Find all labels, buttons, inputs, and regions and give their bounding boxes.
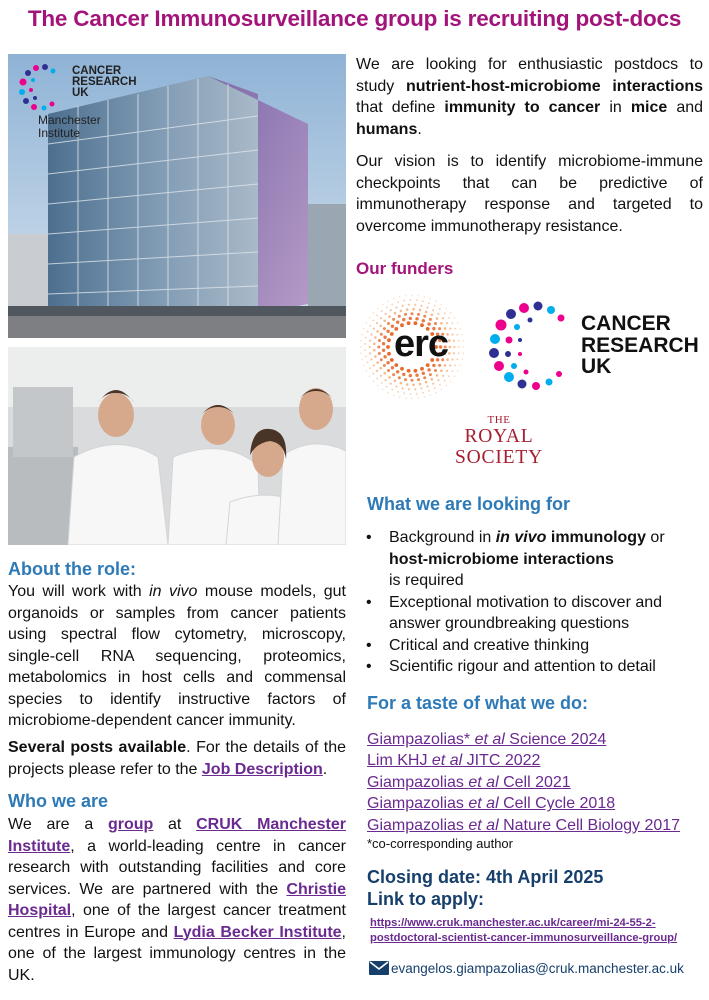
cruk-logo-text: UK — [581, 355, 612, 378]
taste-heading: For a taste of what we do: — [367, 693, 589, 713]
cruk-funder-logo — [484, 300, 704, 392]
intro-paragraph: We are looking for enthusiastic postdocs to study nutrient-host-microbiome interactions that define immunity to cancer in mice and humans. — [356, 56, 704, 138]
apply-link[interactable]: https://www.cruk.manchester.ac.uk/career/mi-24-55-2-postdoctoral-scientist-cancer-immunosurveillance-group/ — [370, 917, 678, 944]
cruk-logo-text: RESEARCH — [581, 333, 699, 357]
cruk-manchester-link[interactable]: CRUK Manchester Institute — [8, 816, 346, 855]
cruk-manchester-logo — [14, 60, 144, 140]
logo-text-line: CANCER — [72, 65, 122, 77]
funders-heading: Our funders — [356, 259, 454, 278]
publication-link[interactable]: Giampazolias et al Nature Cell Biology 2017 — [367, 816, 681, 834]
logo-text-line: UK — [72, 87, 89, 99]
royal-society-text: THE — [487, 414, 511, 426]
logo-text-line: Institute — [38, 126, 81, 140]
closing-block — [367, 866, 603, 910]
vision-paragraph: Our vision is to identify microbiome-immune checkpoints that can be predictive of immunotherapy response and targeted to overcome immunotherapy resistance. — [356, 153, 703, 235]
logo-text-line: RESEARCH — [72, 76, 137, 88]
publication-link[interactable]: Giampazolias et al Cell 2021 — [367, 773, 571, 791]
list-item: • Background in in vivo immunology or host-microbiome interactions is required — [364, 527, 704, 592]
publications-list — [367, 729, 707, 852]
about-heading: About the role: — [8, 559, 136, 579]
cruk-logo-text: CANCER — [581, 312, 671, 335]
list-item: • Critical and creative thinking — [364, 635, 704, 657]
christie-hospital-link[interactable]: Christie Hospital — [8, 880, 346, 919]
erc-logo — [356, 292, 468, 402]
publication-link[interactable]: Giampazolias et al Cell Cycle 2018 — [367, 795, 616, 813]
institute-building-image — [8, 54, 346, 338]
list-item: • Scientific rigour and attention to detail — [364, 656, 704, 678]
apply-label: Link to apply: — [367, 889, 484, 909]
co-corresponding-note: *co-corresponding author — [367, 836, 513, 852]
erc-logo-text: erc — [394, 323, 449, 365]
publication-link[interactable]: Lim KHJ et al JITC 2022 — [367, 752, 541, 770]
royal-society-text: ROYAL — [464, 426, 534, 447]
posts-paragraph: Several posts available. For the details of the projects please refer to the Job Description. — [8, 739, 347, 778]
contact-email[interactable] — [369, 960, 684, 976]
group-link[interactable]: group — [107, 816, 154, 833]
page-title: The Cancer Immunosurveillance group is recruiting post-docs — [27, 6, 682, 31]
who-heading: Who we are — [8, 791, 109, 811]
list-item: • Exceptional motivation to discover and answer groundbreaking questions — [364, 592, 704, 635]
team-photo — [8, 347, 346, 545]
job-description-link[interactable]: Job Description — [201, 760, 323, 778]
requirements-list — [364, 527, 704, 678]
who-paragraph: We are a group at CRUK Manchester Institute, a world-leading centre in cancer research with outstanding facilities and core services. We are partnered with the Christie Hospital, one of the largest cancer treatment centres in Europe and Lydia Becker Institute, one of the largest immunology centres in the UK. — [8, 816, 346, 984]
looking-heading: What we are looking for — [367, 494, 571, 514]
lydia-becker-link[interactable]: Lydia Becker Institute — [173, 923, 342, 941]
royal-society-text: SOCIETY — [455, 447, 543, 468]
closing-date: Closing date: 4th April 2025 — [367, 867, 604, 887]
royal-society-logo — [444, 414, 554, 468]
logo-text-line: Manchester — [38, 113, 101, 127]
about-paragraph: You will work with in vivo mouse models, gut organoids or samples from cancer patients using spectral flow cytometry, microscopy, single-cell RNA sequencing, proteomics, metabolomics in host cells and commensal species to identify instructive factors of microbiome-dependent cancer immunity. — [8, 583, 346, 729]
envelope-icon — [369, 960, 389, 976]
email-address[interactable]: evangelos.giampazolias@cruk.manchester.ac.uk — [391, 960, 684, 976]
publication-link[interactable]: Giampazolias* et al Science 2024 — [367, 731, 607, 748]
